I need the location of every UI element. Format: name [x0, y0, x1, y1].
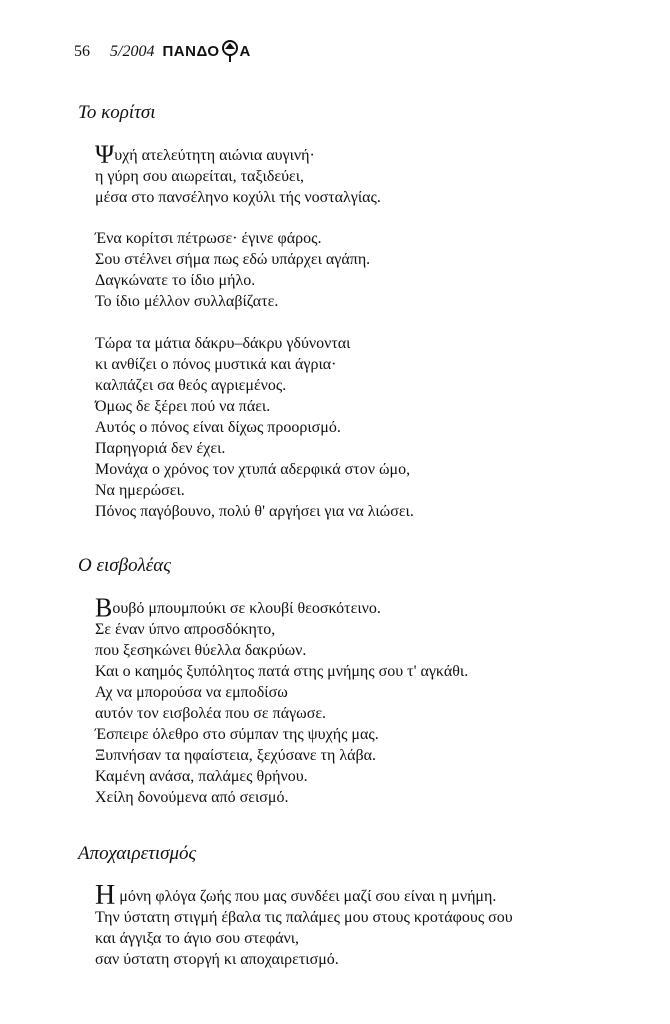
poem-line-text: υχή ατελεύτητη αιώνια αυγινή·	[114, 147, 315, 164]
poem-line: Αχ να μπορούσα να εμποδίσω	[95, 684, 288, 701]
poem-line: που ξεσηκώνει θύελλα δακρύων.	[95, 642, 307, 659]
poem-line: Έσπειρε όλεθρο στο σύμπαν της ψυχής μας.	[95, 726, 379, 743]
poem-line	[95, 593, 468, 622]
poem-title: Το κορίτσι	[78, 102, 156, 123]
drop-cap: Β	[95, 593, 113, 622]
poem-line: Σου στέλνει σήμα πως εδώ υπάρχει αγάπη.	[95, 251, 371, 268]
poem-line: Χείλη δονούμενα από σεισμό.	[95, 789, 289, 806]
poem-line: Τώρα τα μάτια δάκρυ–δάκρυ γδύνονται	[95, 335, 351, 352]
poem-line: καλπάζει σα θεός αγριεμένος.	[95, 377, 287, 394]
poem-line: και άγγιξα το άγιο σου στεφάνι,	[95, 930, 300, 947]
issue-number: 5/2004	[110, 42, 155, 60]
poem-line: μέσα στο πανσέληνο κοχύλι τής νοσταλγίας.	[95, 189, 381, 206]
poem-line: Πόνος παγόβουνο, πολύ θ' αργήσει για να λιώσει.	[95, 503, 414, 520]
poem-line: Μονάχα ο χρόνος τον χτυπά αδερφικά στον ώμο,	[95, 461, 411, 478]
poem-line: σαν ύστατη στοργή κι αποχαιρετισμό.	[95, 951, 339, 968]
poem-stanza	[95, 333, 414, 522]
poem-stanza	[95, 228, 370, 312]
poem-line	[95, 880, 513, 911]
poem-line: η γύρη σου αιωρείται, ταξιδεύει,	[95, 168, 305, 185]
poem-line: κι ανθίζει ο πόνος μυστικά και άγρια·	[95, 356, 337, 373]
magazine-name-right: Α	[239, 42, 251, 60]
poem-line: Σε έναν ύπνο απροσδόκητο,	[95, 621, 276, 638]
poem-line: Ένα κορίτσι πέτρωσε· έγινε φάρος.	[95, 230, 322, 247]
poem-line: Το ίδιο μέλλον συλλαβίζατε.	[95, 293, 279, 310]
poem-stanza	[95, 593, 469, 808]
poem-stanza	[95, 880, 513, 970]
poem-line: Και ο καημός ξυπόλητος πατά στης μνήμης σου τ' αγκάθι.	[95, 663, 469, 680]
poem-line: Ξυπνήσαν τα ηφαίστεια, ξεχύσανε τη λάβα.	[95, 747, 376, 764]
poem-line: Αυτός ο πόνος είναι δίχως προορισμό.	[95, 419, 341, 436]
poem-line: Καμένη ανάσα, παλάμες θρήνου.	[95, 768, 308, 785]
poem-line: Παρηγοριά δεν έχει.	[95, 440, 226, 457]
poem-line-text: μόνη φλόγα ζωής που μας συνδέει μαζί σου είναι η μνήμη.	[115, 888, 497, 905]
drop-cap: Ψ	[95, 140, 115, 169]
poem-line: Να ημερώσει.	[95, 482, 185, 499]
page-number: 56	[74, 42, 90, 60]
poem-line	[95, 140, 381, 169]
poem-line-text: ουβό μπουμπούκι σε κλουβί θεοσκότεινο.	[112, 600, 381, 617]
poem-line: αυτόν τον εισβολέα που σε πάγωσε.	[95, 705, 327, 722]
poem-line: Όμως δε ξέρει πού να πάει.	[95, 398, 271, 415]
poem-title: Αποχαιρετισμός	[78, 843, 197, 864]
poem-line: Δαγκώνατε το ίδιο μήλο.	[95, 272, 256, 289]
page-header	[74, 40, 251, 60]
poem-stanza	[95, 140, 381, 208]
pandora-logo-icon	[221, 40, 239, 62]
drop-cap: Η	[95, 880, 116, 911]
magazine-name	[162, 40, 250, 62]
poem-line: Την ύστατη στιγμή έβαλα τις παλάμες μου στους κροτάφους σου	[95, 909, 513, 926]
magazine-name-left: ΠΑΝΔΟ	[162, 42, 220, 60]
poem-title: Ο εισβολέας	[78, 555, 171, 576]
